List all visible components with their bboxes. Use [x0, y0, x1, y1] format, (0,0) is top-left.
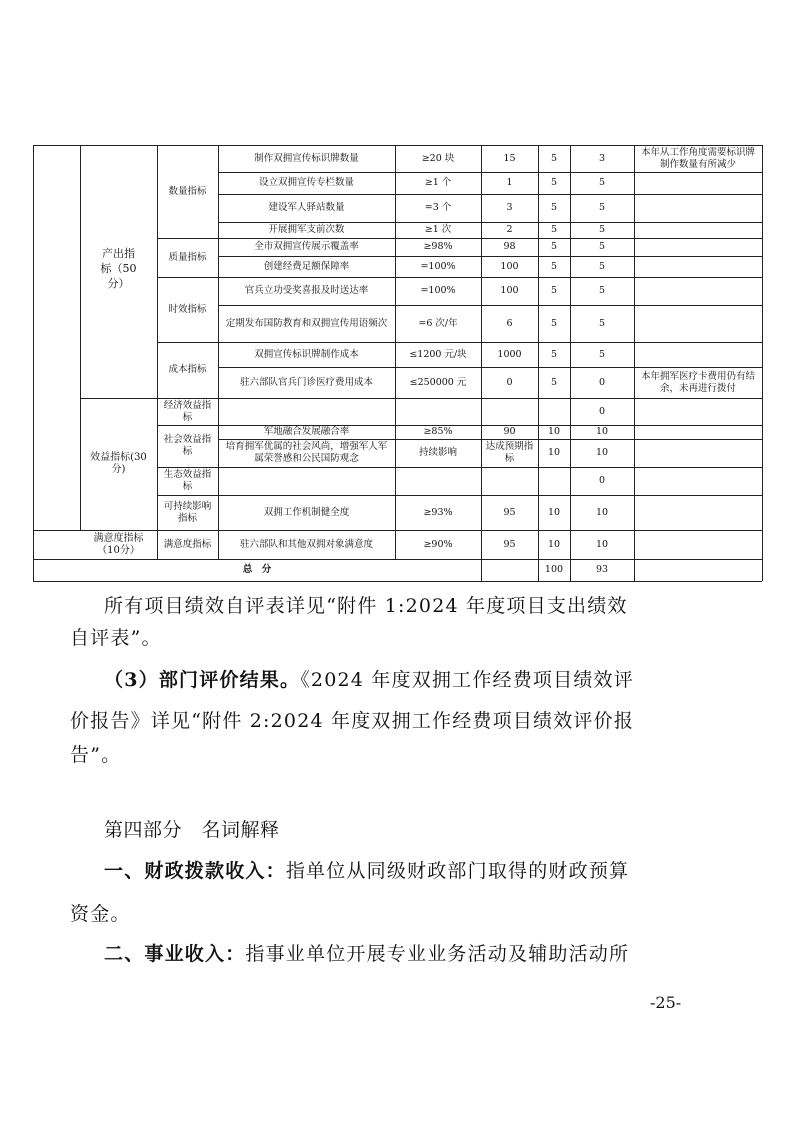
- row-actual-cell: 2: [506, 224, 513, 235]
- row-target-cell: ≥20 块: [421, 152, 455, 164]
- row-target-cell: [395, 467, 481, 495]
- row-score-cell: 10: [595, 426, 609, 437]
- row-note-cell: [634, 172, 762, 194]
- row-weight-cell: 5: [550, 224, 558, 235]
- row-actual-cell: 1: [506, 177, 513, 188]
- category-satisfaction: 满意度指标（10分）: [93, 532, 144, 556]
- row-score-cell: 0: [598, 475, 606, 486]
- row-weight-cell: 5: [550, 241, 558, 252]
- row-score-cell: 5: [598, 285, 606, 296]
- row-score-cell: 0: [598, 405, 606, 417]
- row-actual-cell: [481, 467, 538, 495]
- row-note-cell: [634, 467, 762, 495]
- paragraph-line: 资金。: [70, 903, 131, 925]
- row-name-cell: 双拥工作机制健全度: [263, 506, 350, 518]
- paragraph-text: 《2024 年度双拥工作经费项目绩效评: [300, 669, 634, 691]
- row-score-cell: 10: [595, 538, 609, 550]
- row-actual-cell: 15: [503, 152, 516, 164]
- row-score-cell: 5: [598, 202, 606, 213]
- row-target-cell: [395, 398, 481, 425]
- row-weight-cell: 5: [550, 177, 558, 188]
- sub-social: 社会效益指标: [163, 434, 212, 457]
- paragraph-line: 价报告》详见“附件 2:2024 年度双拥工作经费项目绩效评价报: [70, 710, 635, 732]
- row-name-cell: 全市双拥宣传展示覆盖率: [254, 241, 359, 252]
- row-note-cell: [634, 342, 762, 367]
- row-note-cell: 本年拥军医疗卡费用仍有结余，未再进行拨付: [640, 370, 755, 394]
- paragraph-line: [104, 945, 704, 964]
- row-name-cell: 设立双拥宣传专栏数量: [258, 177, 354, 188]
- sub-quantity: 数量指标: [168, 185, 207, 197]
- row-name-cell: 驻六部队和其他双拥对象满意度: [239, 538, 373, 550]
- row-score-cell: 5: [598, 317, 606, 329]
- row-note-cell: [634, 398, 762, 425]
- row-weight-cell: 5: [550, 376, 558, 388]
- row-weight-cell: 5: [550, 348, 558, 360]
- row-note-cell: [634, 530, 762, 559]
- row-actual-cell: 90: [503, 426, 516, 437]
- paragraph-line: [104, 671, 704, 690]
- row-target-cell: ≤250000 元: [409, 376, 467, 388]
- sub-cost: 成本指标: [168, 364, 207, 375]
- row-target-cell: =100%: [420, 260, 456, 272]
- definition-text: 指事业单位开展专业业务活动及辅助活动所: [245, 943, 630, 965]
- definition-term: 二、事业收入：: [104, 943, 246, 965]
- total-weight: 100: [544, 564, 564, 575]
- paragraph-line: [104, 862, 704, 881]
- row-target-cell: ≥98%: [423, 241, 453, 252]
- row-note-cell: [634, 425, 762, 439]
- row-score-cell: 10: [595, 506, 609, 518]
- row-target-cell: ≤1200 元/块: [409, 348, 467, 360]
- sub-economic: 经济效益指标: [163, 399, 212, 423]
- row-note-cell: [634, 194, 762, 222]
- row-name-cell: 开展拥军支前次数: [268, 224, 345, 235]
- row-actual-cell: 0: [506, 376, 513, 388]
- row-score-cell: 5: [598, 177, 606, 188]
- row-target-cell: ≥1 个: [424, 177, 452, 188]
- sub-timeliness: 时效指标: [168, 303, 207, 315]
- row-weight-cell: 10: [547, 506, 561, 518]
- row-name-cell: 驻六部队官兵门诊医疗费用成本: [239, 376, 373, 388]
- row-name-cell: 制作双拥宣传标识牌数量: [254, 152, 359, 164]
- row-note-cell: [634, 222, 762, 238]
- row-target-cell: =6 次/年: [418, 317, 458, 329]
- paragraph-line: 自评表”。: [70, 627, 162, 649]
- row-actual-cell: 95: [503, 538, 516, 550]
- row-note-cell: [634, 439, 762, 467]
- row-note-cell: [634, 256, 762, 277]
- row-score-cell: 5: [598, 348, 606, 360]
- total-score: 93: [595, 564, 609, 575]
- row-score-cell: 10: [595, 447, 609, 458]
- row-weight-cell: 5: [550, 285, 558, 296]
- page-number: -25-: [650, 993, 682, 1012]
- row-actual-cell: 98: [503, 241, 516, 252]
- row-score-cell: 3: [598, 152, 606, 164]
- row-name-cell: 军地融合发展融合率: [263, 426, 350, 437]
- row-name-cell: 双拥宣传标识牌制作成本: [254, 348, 359, 360]
- row-name-cell: 建设军人驿站数量: [268, 202, 345, 213]
- total-label: 总 分: [242, 564, 272, 575]
- row-name-cell: 创建经费足额保障率: [263, 260, 350, 272]
- row-target-cell: ≥85%: [423, 426, 453, 437]
- row-target-cell: =100%: [420, 285, 456, 296]
- row-target-cell: =3 个: [424, 202, 452, 213]
- row-target-cell: 持续影响: [418, 447, 457, 458]
- sub-satisfaction: 满意度指标: [163, 538, 212, 550]
- row-note-cell: [634, 305, 762, 342]
- row-note-cell: [634, 495, 762, 530]
- paragraph-line: 所有项目绩效自评表详见“附件 1:2024 年度项目支出绩效: [104, 595, 628, 617]
- performance-table: [33, 145, 762, 581]
- row-note-cell: [634, 277, 762, 305]
- row-actual-cell: [481, 398, 538, 425]
- row-weight-cell: [538, 398, 570, 425]
- row-weight-cell: 5: [550, 317, 558, 329]
- row-note-cell: [634, 238, 762, 256]
- row-name-cell: 定期发布国防教育和双拥宣传用语频次: [225, 317, 388, 329]
- row-actual-cell: 1000: [497, 348, 522, 360]
- row-weight-cell: 10: [547, 426, 561, 437]
- row-weight-cell: 5: [550, 260, 558, 272]
- row-weight-cell: 5: [550, 202, 558, 213]
- row-actual-cell: 3: [506, 202, 513, 213]
- row-weight-cell: [538, 467, 570, 495]
- row-name-cell: [218, 398, 395, 425]
- row-score-cell: 5: [598, 260, 606, 272]
- row-note-cell: 本年从工作角度需要标识牌制作数量有所减少: [640, 146, 755, 170]
- eval-result-heading: （3）部门评价结果。: [104, 669, 301, 691]
- row-actual-cell: 6: [506, 317, 513, 329]
- row-weight-cell: 5: [550, 152, 558, 164]
- row-weight-cell: 10: [547, 538, 561, 550]
- row-target-cell: ≥1 次: [424, 224, 452, 235]
- paragraph-line: 告”。: [70, 744, 122, 766]
- row-actual-cell: 100: [500, 285, 519, 296]
- section-heading: 第四部分 名词解释: [104, 819, 280, 841]
- row-name-cell: [218, 467, 395, 495]
- row-score-cell: 5: [598, 241, 606, 252]
- row-actual-cell: 达成预期指标: [485, 441, 534, 464]
- category-benefit: 效益指标(30分): [90, 452, 147, 475]
- category-output: 产出指标（50分）: [100, 246, 137, 290]
- definition-text: 指单位从同级财政部门取得的财政预算: [285, 860, 630, 882]
- sub-quality: 质量指标: [168, 251, 207, 263]
- row-name-cell: 培育拥军优属的社会风尚，增强军人军属荣誉感和公民国防观念: [225, 441, 388, 464]
- row-actual-cell: 95: [503, 506, 516, 518]
- definition-term: 一、财政拨款收入：: [104, 860, 286, 882]
- row-name-cell: 官兵立功受奖喜报及时送达率: [244, 285, 369, 296]
- sub-sustainable: 可持续影响指标: [163, 500, 212, 524]
- row-actual-cell: 100: [500, 260, 519, 272]
- row-target-cell: ≥93%: [423, 506, 453, 518]
- row-target-cell: ≥90%: [423, 538, 453, 550]
- row-score-cell: 0: [598, 376, 606, 388]
- row-score-cell: 5: [598, 224, 606, 235]
- row-weight-cell: 10: [547, 447, 561, 458]
- sub-ecological: 生态效益指标: [163, 469, 212, 492]
